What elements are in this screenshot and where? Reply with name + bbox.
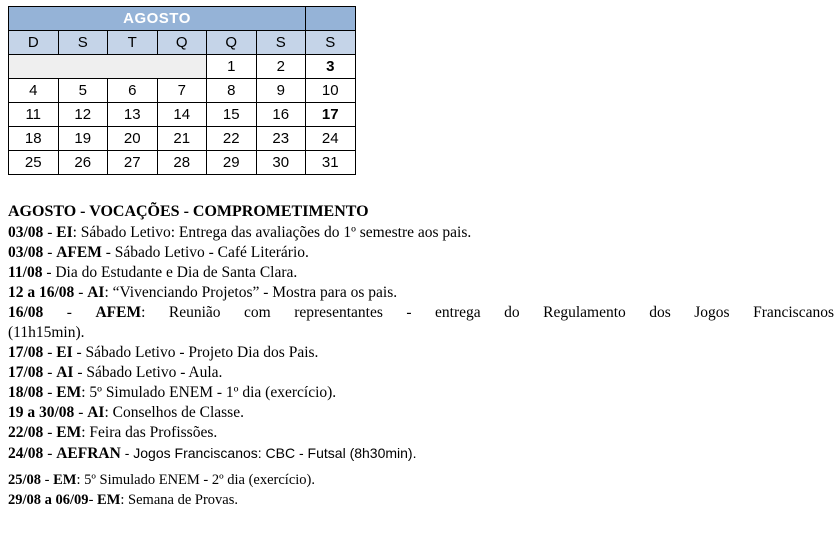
event-item: 17/08 - AI - Sábado Letivo - Aula.: [8, 364, 223, 381]
weekday-cell: S: [58, 31, 108, 55]
event-text: - Jogos Franciscanos: CBC - Futsal (8h30min).: [120, 445, 417, 461]
week-row: [9, 103, 356, 127]
event-date: 03/08: [8, 244, 44, 261]
event-date: 03/08: [8, 224, 44, 241]
event-list: [8, 202, 834, 510]
day-cell: 27: [108, 151, 158, 175]
day-cell: 26: [58, 151, 108, 175]
event-item: 12 a 16/08 - AI: “Vivenciando Projetos” - Mostra para os pais.: [8, 284, 398, 301]
weekday-row: [9, 31, 356, 55]
day-cell: 13: [108, 103, 158, 127]
day-cell: 11: [9, 103, 59, 127]
event-date: 17/08: [8, 364, 44, 381]
event-text: : Semana de Provas.: [120, 492, 238, 508]
event-text: : 5º Simulado ENEM - 1º dia (exercício).: [81, 384, 337, 401]
event-text: : “Vivenciando Projetos” - Mostra para os pais.: [104, 284, 398, 301]
day-cell: 20: [108, 127, 158, 151]
event-segment: EM: [97, 492, 121, 508]
day-cell: 28: [157, 151, 207, 175]
day-cell: 30: [256, 151, 306, 175]
blank-cell: [9, 55, 207, 79]
weekday-cell: S: [306, 31, 356, 55]
event-item: [8, 263, 834, 283]
section-heading: AGOSTO - VOCAÇÕES - COMPROMETIMENTO: [8, 203, 369, 220]
event-text: : Feira das Profissões.: [81, 424, 218, 441]
day-cell: 16: [256, 103, 306, 127]
day-cell: 5: [58, 79, 108, 103]
event-item: 19 a 30/08 - AI: Conselhos de Classe.: [8, 404, 244, 421]
event-text: : 5º Simulado ENEM - 2º dia (exercício).: [76, 472, 315, 488]
event-item: 25/08 - EM: 5º Simulado ENEM - 2º dia (exercício).: [8, 472, 315, 488]
event-segment: EI: [56, 344, 73, 361]
event-continuation: (11h15min).: [8, 324, 85, 341]
day-cell: 3: [306, 55, 356, 79]
day-cell: 18: [9, 127, 59, 151]
day-cell: 9: [256, 79, 306, 103]
event-text: - Sábado Letivo - Café Literário.: [101, 244, 309, 261]
week-row: [9, 127, 356, 151]
event-item: 24/08 - AEFRAN - Jogos Franciscanos: CBC - Futsal (8h30min).: [8, 445, 417, 462]
event-segment: EI: [56, 224, 73, 241]
event-item: 29/08 a 06/09- EM: Semana de Provas.: [8, 492, 238, 508]
event-date: 19 a 30/08: [8, 404, 75, 421]
event-text: - Dia do Estudante e Dia de Santa Clara.: [42, 264, 298, 281]
day-cell: 6: [108, 79, 158, 103]
event-item: 17/08 - EI - Sábado Letivo - Projeto Dia dos Pais.: [8, 344, 319, 361]
day-cell: 15: [207, 103, 257, 127]
event-date: 29/08 a 06/09: [8, 492, 89, 508]
event-item: 18/08 - EM: 5º Simulado ENEM - 1º dia (exercício).: [8, 384, 337, 401]
event-segment: AEFRAN: [56, 445, 121, 462]
weekday-cell: S: [256, 31, 306, 55]
event-item: 03/08 - AFEM - Sábado Letivo - Café Literário.: [8, 244, 309, 261]
event-segment: EM: [56, 384, 82, 401]
week-row: [9, 79, 356, 103]
day-cell: 7: [157, 79, 207, 103]
day-cell: 10: [306, 79, 356, 103]
event-date: 17/08: [8, 344, 44, 361]
day-cell: 8: [207, 79, 257, 103]
event-segment: EM: [53, 472, 77, 488]
event-segment: AFEM: [95, 304, 142, 321]
event-item: 16/08 - AFEM: Reunião com representantes - entrega do Regulamento dos Jogos Franciscanos: [8, 304, 834, 321]
day-cell: 21: [157, 127, 207, 151]
day-cell: 14: [157, 103, 207, 127]
day-cell: 2: [256, 55, 306, 79]
event-item: 22/08 - EM: Feira das Profissões.: [8, 424, 218, 441]
day-cell: 12: [58, 103, 108, 127]
event-segment: AFEM: [56, 244, 102, 261]
event-date: 22/08: [8, 424, 44, 441]
event-text: - Sábado Letivo - Aula.: [73, 364, 223, 381]
weekday-cell: Q: [207, 31, 257, 55]
event-text: : Reunião com representantes - entrega do Regulamento dos Jogos Franciscanos: [141, 304, 834, 321]
week-row: [9, 55, 356, 79]
day-cell: 25: [9, 151, 59, 175]
day-cell: 31: [306, 151, 356, 175]
event-date: 24/08: [8, 445, 44, 462]
event-segment: AI: [56, 364, 74, 381]
day-cell: 24: [306, 127, 356, 151]
event-text: - Sábado Letivo - Projeto Dia dos Pais.: [72, 344, 319, 361]
month-header: AGOSTO: [9, 7, 306, 31]
day-cell: 23: [256, 127, 306, 151]
event-text: : Sábado Letivo: Entrega das avaliações do 1º semestre aos pais.: [72, 224, 472, 241]
august-calendar: [8, 6, 356, 175]
weekday-cell: Q: [157, 31, 207, 55]
day-cell: 22: [207, 127, 257, 151]
day-cell: 1: [207, 55, 257, 79]
day-cell: 4: [9, 79, 59, 103]
event-item: 03/08 - EI: Sábado Letivo: Entrega das avaliações do 1º semestre aos pais.: [8, 224, 472, 241]
event-segment: AI: [87, 404, 105, 421]
event-text: : Conselhos de Classe.: [104, 404, 244, 421]
event-date: 25/08: [8, 472, 42, 488]
day-cell: 19: [58, 127, 108, 151]
event-date: 18/08: [8, 384, 44, 401]
weekday-cell: T: [108, 31, 158, 55]
event-date: 16/08: [8, 304, 44, 321]
week-row: [9, 151, 356, 175]
event-date: 11/08: [8, 264, 43, 281]
day-cell: 29: [207, 151, 257, 175]
day-cell: 17: [306, 103, 356, 127]
month-header-corner: [306, 7, 356, 31]
event-segment: AI: [87, 284, 105, 301]
event-segment: EM: [56, 424, 82, 441]
event-date: 12 a 16/08: [8, 284, 75, 301]
weekday-cell: D: [9, 31, 59, 55]
